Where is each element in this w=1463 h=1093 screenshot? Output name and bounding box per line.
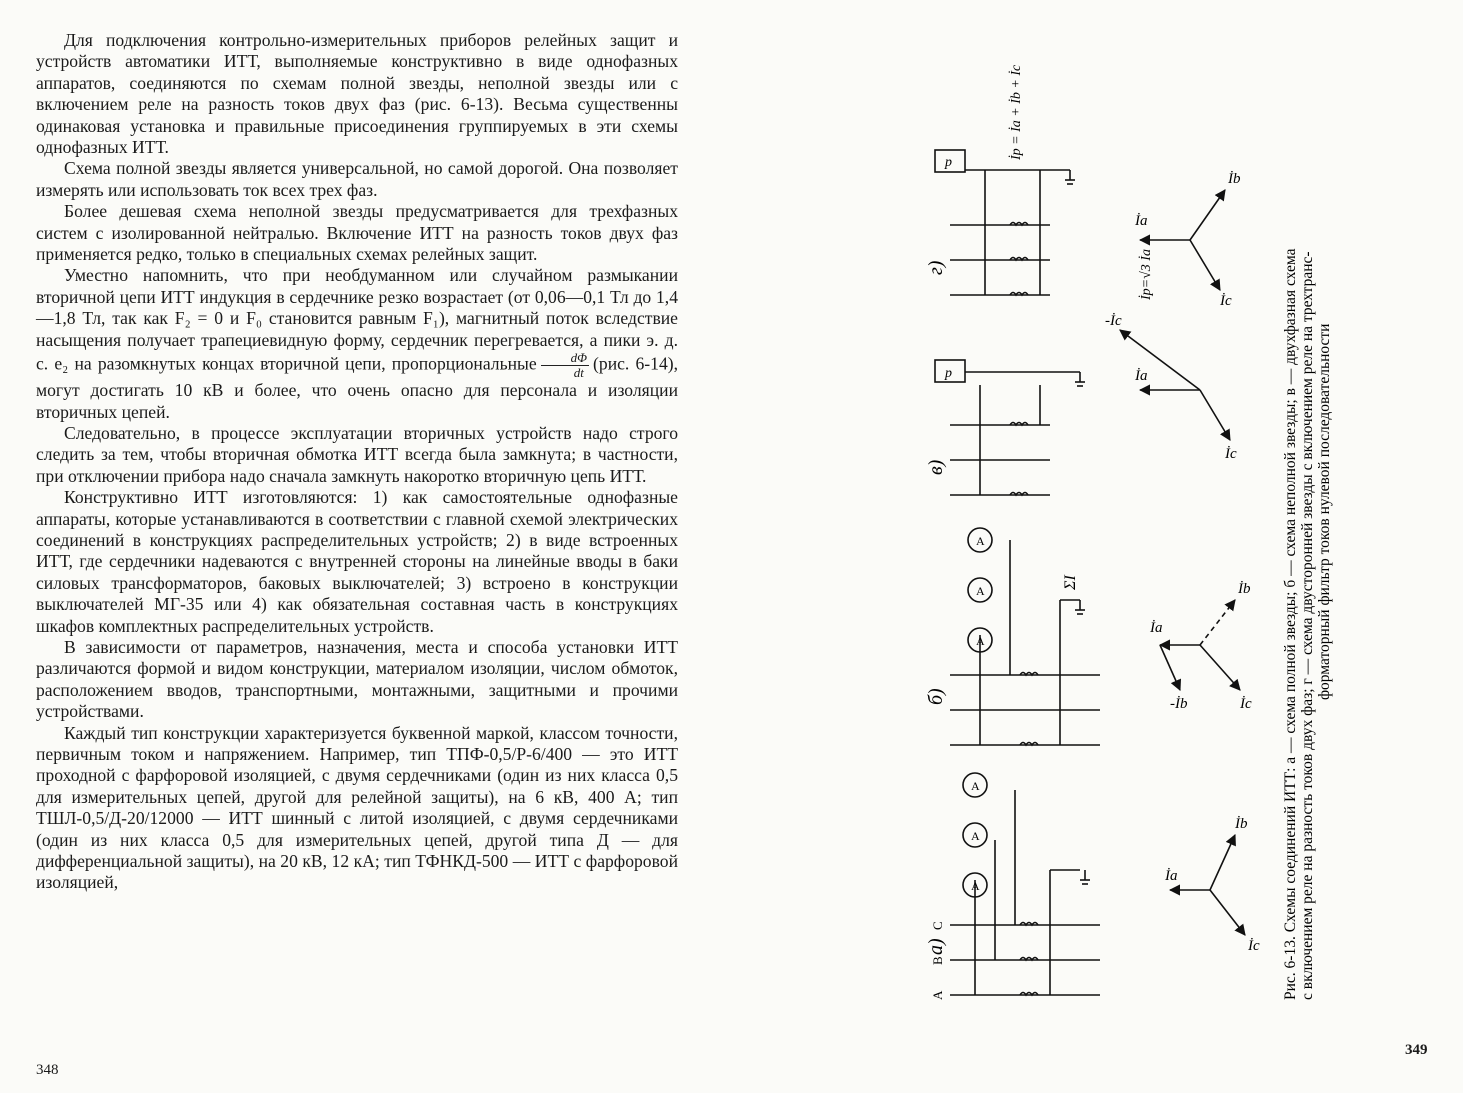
paragraph: В зависимости от параметров, назначения, места и способа установки ИТТ различаются формой и видом конструкции, материалом изоляции, числом обмоток, расположением вводов, транспортными, монтажными, защитными и прочими устройствами.: [36, 636, 678, 722]
vector-ic: İc: [1220, 293, 1232, 309]
figure-6-13: [720, 0, 1463, 1093]
scheme-g: [935, 150, 1075, 295]
relay-current-g: İр = İа + İb + İc: [1009, 64, 1024, 160]
page-number-left: 348: [36, 1062, 59, 1078]
body-text: [36, 30, 678, 894]
phase-a-label: A: [930, 990, 945, 1000]
vector-ic: İc: [1225, 446, 1237, 462]
ammeter-label: A: [976, 634, 985, 648]
ammeter-label: A: [971, 879, 980, 893]
vector-ib: İb: [1238, 581, 1251, 597]
vector-ia: İa: [1165, 868, 1178, 884]
relay-label: р: [945, 155, 952, 170]
vector-b: [1160, 600, 1240, 690]
paragraph-warning: [36, 265, 678, 422]
vector-v: [1120, 330, 1230, 440]
left-page: [0, 0, 720, 1093]
ammeter-label: A: [976, 534, 985, 548]
caption-line-2: с включением реле на разность токов двух фаз; г — схема двусторонней звезды с включением реле на трехтранс-: [1299, 251, 1316, 1000]
label-v: в): [925, 459, 947, 475]
vector-neg-ib: -İb: [1170, 696, 1188, 712]
fraction-denominator: dt: [573, 365, 584, 381]
relay-current-v: İр=√3 İа: [1139, 249, 1154, 300]
vector-ia: İa: [1135, 368, 1148, 384]
vector-neg-ic: -İc: [1105, 313, 1122, 329]
ammeter-label: A: [976, 584, 985, 598]
paragraph: Следовательно, в процессе эксплуатации вторичных устройств надо строго следить за тем, чтобы вторичная обмотка ИТТ всегда была замкнута; в частности, при отключении прибора надо сначала замкнуть накоротко вторичную цепь ИТТ.: [36, 422, 678, 486]
relay-label: р: [945, 366, 952, 381]
vector-ic: İc: [1248, 938, 1260, 954]
ammeter-label: A: [971, 829, 980, 843]
warning-text-1: Уместно напомнить, что при необдуманном или случайном размыкании вторичной цепи ИТТ индукция в сердечнике резко возрастает (от 0,06—0,1 Тл до 1,4—1,8 Тл, так как F₂ = 0 и F₀ становится равным F₁), магнитный поток вследствие насыщения получает трапециевидную форму, сердечник перегревается, а пики э. д. с. e₂ на разомкнутых концах вторичной цепи, пропорциональные: [36, 265, 678, 374]
fraction-numerator: dΦ: [541, 351, 589, 366]
warning-text-2: (рис. 6-14), могут достигать 10 кВ и более, что очень опасно для персонала и изоляции вторичных цепей.: [36, 353, 678, 422]
label-g: г): [925, 260, 947, 275]
scheme-b: [950, 528, 1100, 745]
paragraph: Для подключения контрольно-измерительных приборов релейных защит и устройств автоматики ИТТ, выполняемые конструктивно в виде однофазных аппаратов, соединяются по схемам полной звезды, неполной звезды или с включением реле на разность токов двух фаз (рис. 6-13). Весьма существенны одинаковая установка и правильные присоединения группируемых в эти схемы однофазных ИТТ.: [36, 30, 678, 158]
caption-line-1: Рис. 6-13. Схемы соединений ИТТ: а — схема полной звезды; б — схема неполной звезды; в — двухфазная схема: [1282, 248, 1299, 1000]
paragraph: Конструктивно ИТТ изготовляются: 1) как самостоятельные однофазные аппараты, которые устанавливаются в соответствии с главной схемой электрических соединений в конструкциях распределительных устройств; 2) в виде встроенных ИТТ, где сердечники надеваются с внутренней стороны на линейные вводы в баки силовых трансформаторов, баковых выключателей; 3) встроено в конструкции выключателей МГ-35 или 4) как обязательная составная часть в конструкциях шкафов комплектных распределительных устройств.: [36, 487, 678, 636]
phase-c-label: C: [930, 921, 945, 930]
vector-ib: İb: [1228, 171, 1241, 187]
fraction: [541, 351, 589, 380]
sum-label: ΣI: [1062, 575, 1079, 590]
caption-line-3: форматорный фильтр токов нулевой последовательности: [1316, 323, 1333, 700]
vector-ia: İa: [1150, 620, 1163, 636]
scheme-v: [935, 360, 1085, 495]
paragraph: Каждый тип конструкции характеризуется буквенной маркой, классом точности, первичным током и напряжением. Например, тип ТПФ-0,5/Р-6/400 — это ИТТ проходной с фарфоровой изоляцией, с двумя сердечниками (один из них класса 0,5 для измерительных цепей, другой для релейной защиты), на 6 кВ, 400 А; тип ТШЛ-0,5/Д-20/12000 — ИТТ шинный с литой изоляцией, с двумя сердечниками (один из них класса 0,5 для измерительных цепей, другой типа Д — для дифференциальной защиты), на 20 кВ, 12 кА; тип ТФНКД-500 — ИТТ с фарфоровой изоляцией,: [36, 722, 678, 893]
label-b: б): [925, 688, 947, 705]
caption: [1282, 248, 1333, 1000]
vector-ib: İb: [1235, 816, 1248, 832]
vector-ia: İa: [1135, 213, 1148, 229]
right-page: [720, 0, 1463, 1093]
paragraph: Схема полной звезды является универсальной, но самой дорогой. Она позволяет измерять или использовать ток всех трех фаз.: [36, 158, 678, 200]
vector-a: [1170, 835, 1245, 935]
paragraph: Более дешевая схема неполной звезды предусматривается для трехфазных систем с изолированной нейтралью. Включение ИТТ на разность токов двух фаз применяется редко, только в специальных схемах релейных защит.: [36, 201, 678, 265]
ammeter-label: A: [971, 779, 980, 793]
label-a: а): [925, 938, 947, 955]
page-number-right: 349: [1405, 1042, 1428, 1058]
vector-ic: İc: [1240, 696, 1252, 712]
phase-b-label: B: [930, 956, 945, 965]
